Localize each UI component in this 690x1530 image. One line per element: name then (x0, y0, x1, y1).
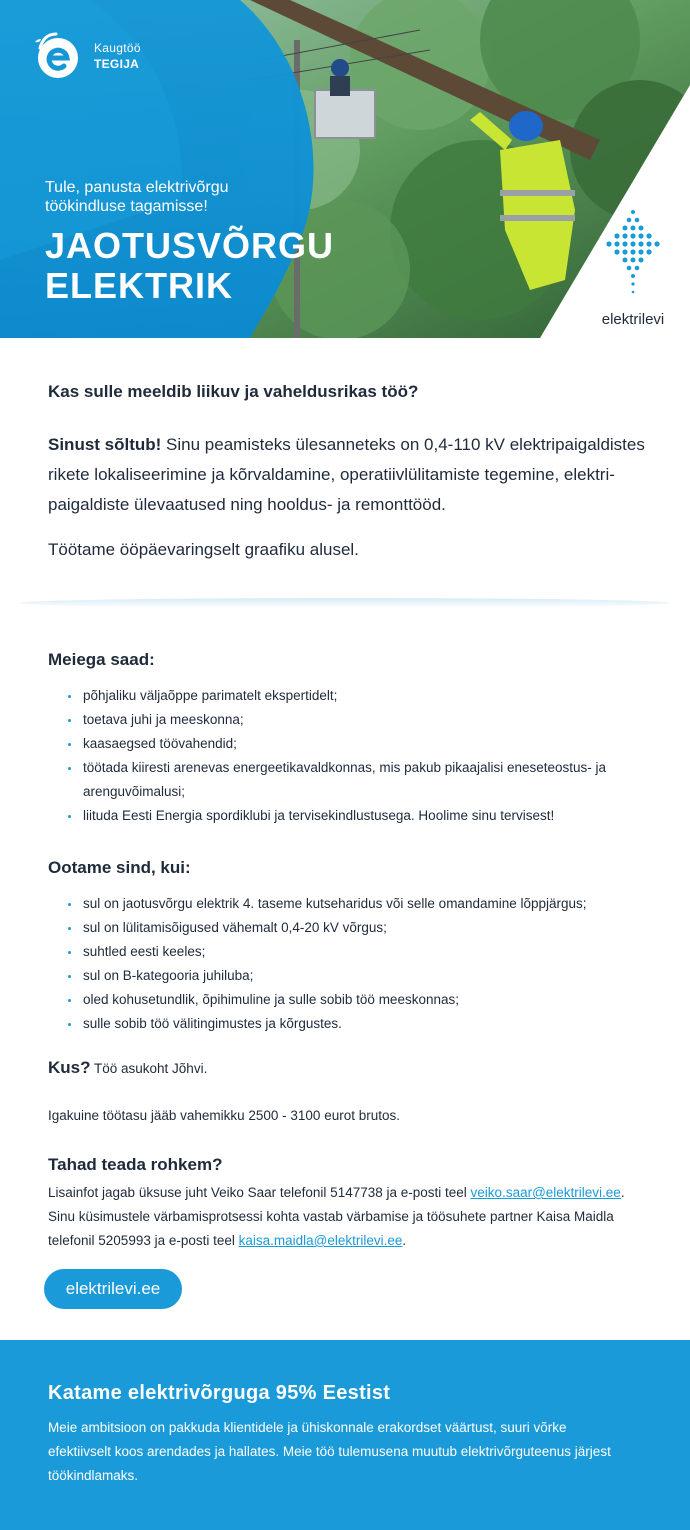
benefits-list (48, 684, 648, 828)
hero-title-line1: JAOTUSVÕRGU (45, 225, 335, 266)
list-item: liituda Eesti Energia spordiklubi ja tervisekindlustusega. Hoolime sinu tervisest! (48, 804, 648, 828)
elektrilevi-logo (598, 208, 668, 328)
location (48, 1058, 648, 1078)
hero-subtitle: Tule, panusta elektrivõrgu töökindluse tagamisse! (45, 179, 229, 215)
requirements-section (48, 858, 648, 1036)
list-item: kaasaegsed töövahendid; (48, 732, 648, 756)
hero-banner (0, 0, 690, 338)
footer-text: Meie ambitsioon on pakkuda klientidele ja ühiskonnale erakordset väärtust, suuri võrke efektiivselt koos arendades ja hallates. Meie töö tulemusena muutub elektrivõrguteenus järjest töökindlamaks. (48, 1420, 611, 1483)
email-link-kaisa[interactable]: kaisa.maidla@elektrilevi.ee (238, 1233, 403, 1248)
kaugtoo-e-icon (30, 28, 86, 84)
elektrilevi-dots-icon (603, 208, 663, 300)
list-item: sulle sobib töö välitingimustes ja kõrgustes. (48, 1012, 648, 1036)
footer-banner (0, 1340, 690, 1530)
intro-question: Kas sulle meeldib liikuv ja vaheldusrikas töö? (48, 382, 419, 401)
hero-title (45, 226, 334, 306)
section-divider (20, 598, 670, 608)
list-item: sul on jaotusvõrgu elektrik 4. taseme kutseharidus või selle omandamine lõppjärgus; (48, 892, 648, 916)
list-item: toetava juhi ja meeskonna; (48, 708, 648, 732)
kaugtoo-logo (30, 28, 141, 84)
elektrilevi-website-button[interactable]: elektrilevi.ee (44, 1269, 182, 1309)
list-item: sul on B-kategooria juhiluba; (48, 964, 648, 988)
email-link-veiko[interactable]: veiko.saar@elektrilevi.ee (470, 1185, 621, 1200)
requirements-title: Ootame sind, kui: (48, 858, 191, 877)
intro-schedule: Töötame ööpäevaringselt graafiku alusel. (48, 540, 359, 559)
contact-text (48, 1181, 648, 1253)
list-item: oled kohusetundlik, õpihimuline ja sulle sobib töö meeskonnas; (48, 988, 648, 1012)
list-item: põhjaliku väljaõppe parimatelt ekspertidelt; (48, 684, 648, 708)
logo-line1: Kaugtöö (94, 41, 141, 55)
location-label: Kus? (48, 1058, 91, 1077)
hero-title-line2: ELEKTRIK (45, 265, 233, 306)
brand-name: elektrilevi (601, 311, 665, 328)
contact-text-2: . Sinu küsimustele värbamisprotsessi kohta vastab värbamise ja töösuhete partner Kaisa Maidla telefonil 5205993 ja e-posti teel (48, 1185, 625, 1248)
benefits-title: Meiega saad: (48, 650, 155, 669)
contact-title: Tahad teada rohkem? (48, 1155, 223, 1174)
requirements-list (48, 892, 648, 1036)
location-text: Töö asukoht Jõhvi. (90, 1061, 208, 1076)
footer-title: Katame elektrivõrguga 95% Eestist (48, 1382, 391, 1404)
salary-text: Igakuine töötasu jääb vahemikku 2500 - 3100 eurot brutos. (48, 1108, 400, 1123)
intro-lead-bold: Sinust sõltub! (48, 435, 162, 454)
benefits-section (48, 650, 648, 828)
contact-text-3: . (402, 1233, 407, 1248)
intro-paragraph (48, 430, 648, 520)
logo-line2: TEGIJA (94, 57, 140, 71)
contact-text-1: Lisainfot jagab üksuse juht Veiko Saar telefonil 5147738 ja e-posti teel (48, 1185, 471, 1200)
list-item: sul on lülitamisõigused vähemalt 0,4-20 kV võrgus; (48, 916, 648, 940)
list-item: suhtled eesti keeles; (48, 940, 648, 964)
intro-lead-text: Sinu peamisteks ülesanneteks on 0,4-110 kV elektripaigaldistes rikete lokaliseerimine ja kõrvaldamine, operatiivlülitamiste tegemine, elektri-paigaldiste ülevaatused ning hooldus- ja remonttööd. (48, 435, 645, 514)
list-item: töötada kiiresti arenevas energeetikavaldkonnas, mis pakub pikaajalisi eneseteostus- ja arenguvõimalusi; (48, 756, 648, 804)
